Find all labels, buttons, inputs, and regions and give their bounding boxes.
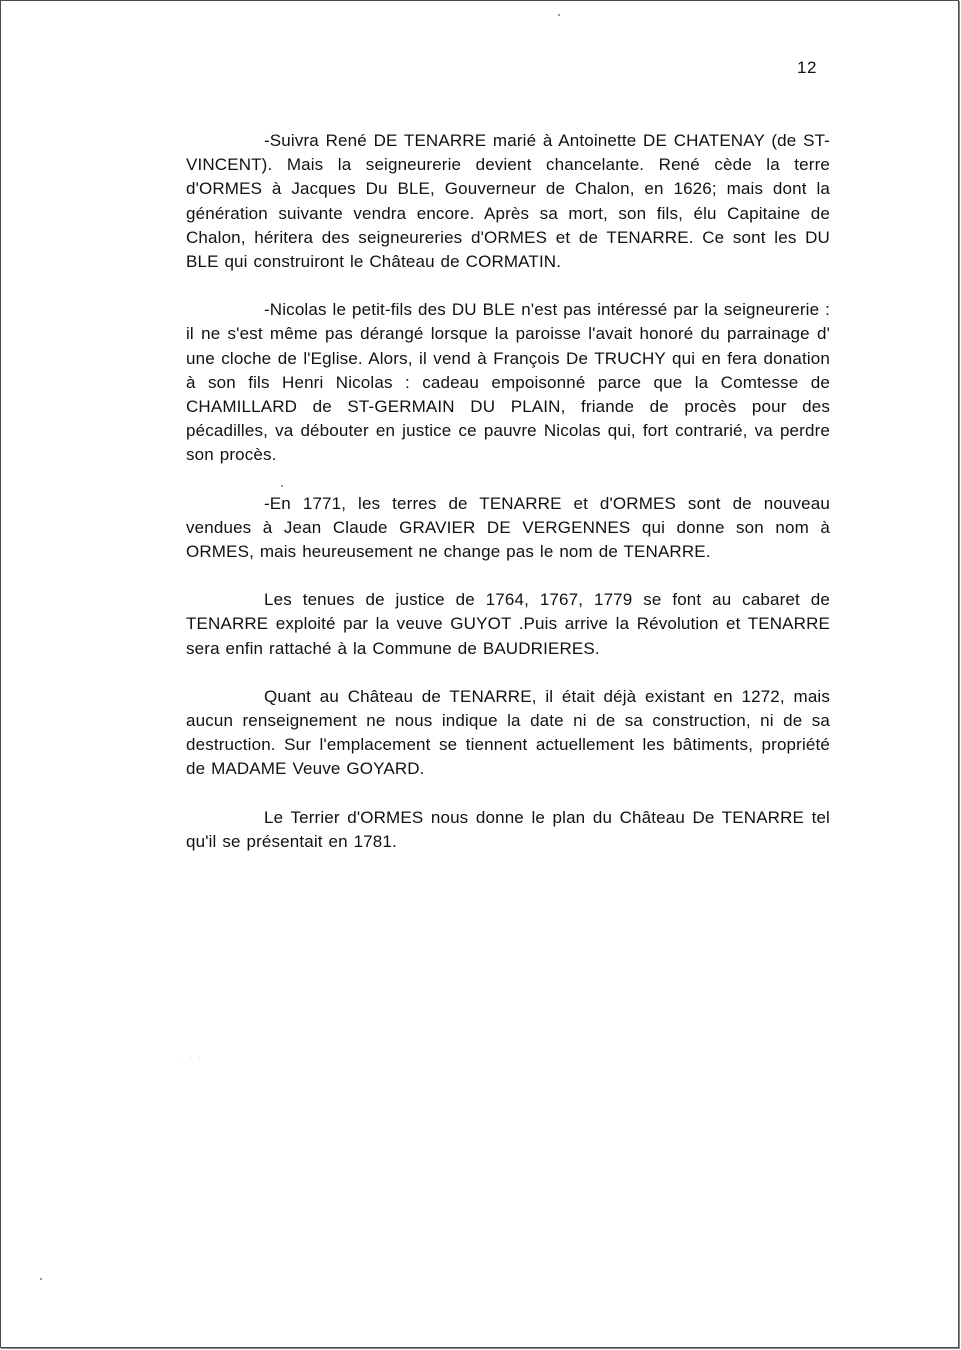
document-body bbox=[186, 129, 830, 878]
page-number: 12 bbox=[797, 58, 817, 77]
paragraph-terrier-d-ormes: Le Terrier d'ORMES nous donne le plan du Château De TENARRE tel qu'il se présentait en 1781. bbox=[186, 807, 830, 851]
paragraph-tenues-de-justice: Les tenues de justice de 1764, 1767, 1779 se font au cabaret de TENARRE exploité par la veuve GUYOT .Puis arrive la Révolution et TENARRE sera enfin rattaché à la Commune de BAUDRIERES. bbox=[186, 590, 830, 658]
scan-speck bbox=[40, 1278, 42, 1280]
paragraph-1771-sale: -En 1771, les terres de TENARRE et d'ORMES sont de nouveau vendues à Jean Claude GRAVIER DE VERGENNES qui donne son nom à ORMES, mais heureusement ne change pas le nom de TENARRE. bbox=[186, 493, 830, 562]
paragraph-nicolas: -Nicolas le petit-fils des DU BLE n'est pas intéressé par la seigneurerie : il ne s'est même pas dérangé lorsque la paroisse l'avait honoré du parrainage d' une cloche de l'Eglise. Alors, il vend à François De TRUCHY qui en fera donation à son fils Henri Nicolas : cadeau empoisonné parce que la Comtesse de CHAMILLARD de ST-GERMAIN DU PLAIN, friande de procès pour des pécadilles, va débouter en justice ce pauvre Nicolas qui, fort contrarié, va perdre son procès. bbox=[186, 300, 830, 465]
paragraph-rene-de-tenarre: -Suivra René DE TENARRE marié à Antoinette DE CHATENAY (de ST- VINCENT). Mais la seigneurerie devient chancelante. René cède la terre d'ORMES à Jacques Du BLE, Gouverneur de Chalon, en 1626; mais dont la génération suivante vendra encore. Après sa mort, son fils, élu Capitaine de Chalon, héritera des seigneureries d'ORMES et de TENARRE. Ce sont les DU BLE qui construiront le Château de CORMATIN. bbox=[186, 131, 830, 272]
faint-bleed-through-mark: · · · bbox=[180, 1052, 203, 1064]
scan-speck bbox=[281, 485, 283, 487]
paragraph-chateau-de-tenarre: Quant au Château de TENARRE, il était déjà existant en 1272, mais aucun renseignement ne nous indique la date ni de sa construction, ni de sa destruction. Sur l'emplacement se tiennent actuellement les bâtiments, propriété de MADAME Veuve GOYARD. bbox=[186, 686, 830, 779]
scan-speck bbox=[558, 14, 560, 16]
